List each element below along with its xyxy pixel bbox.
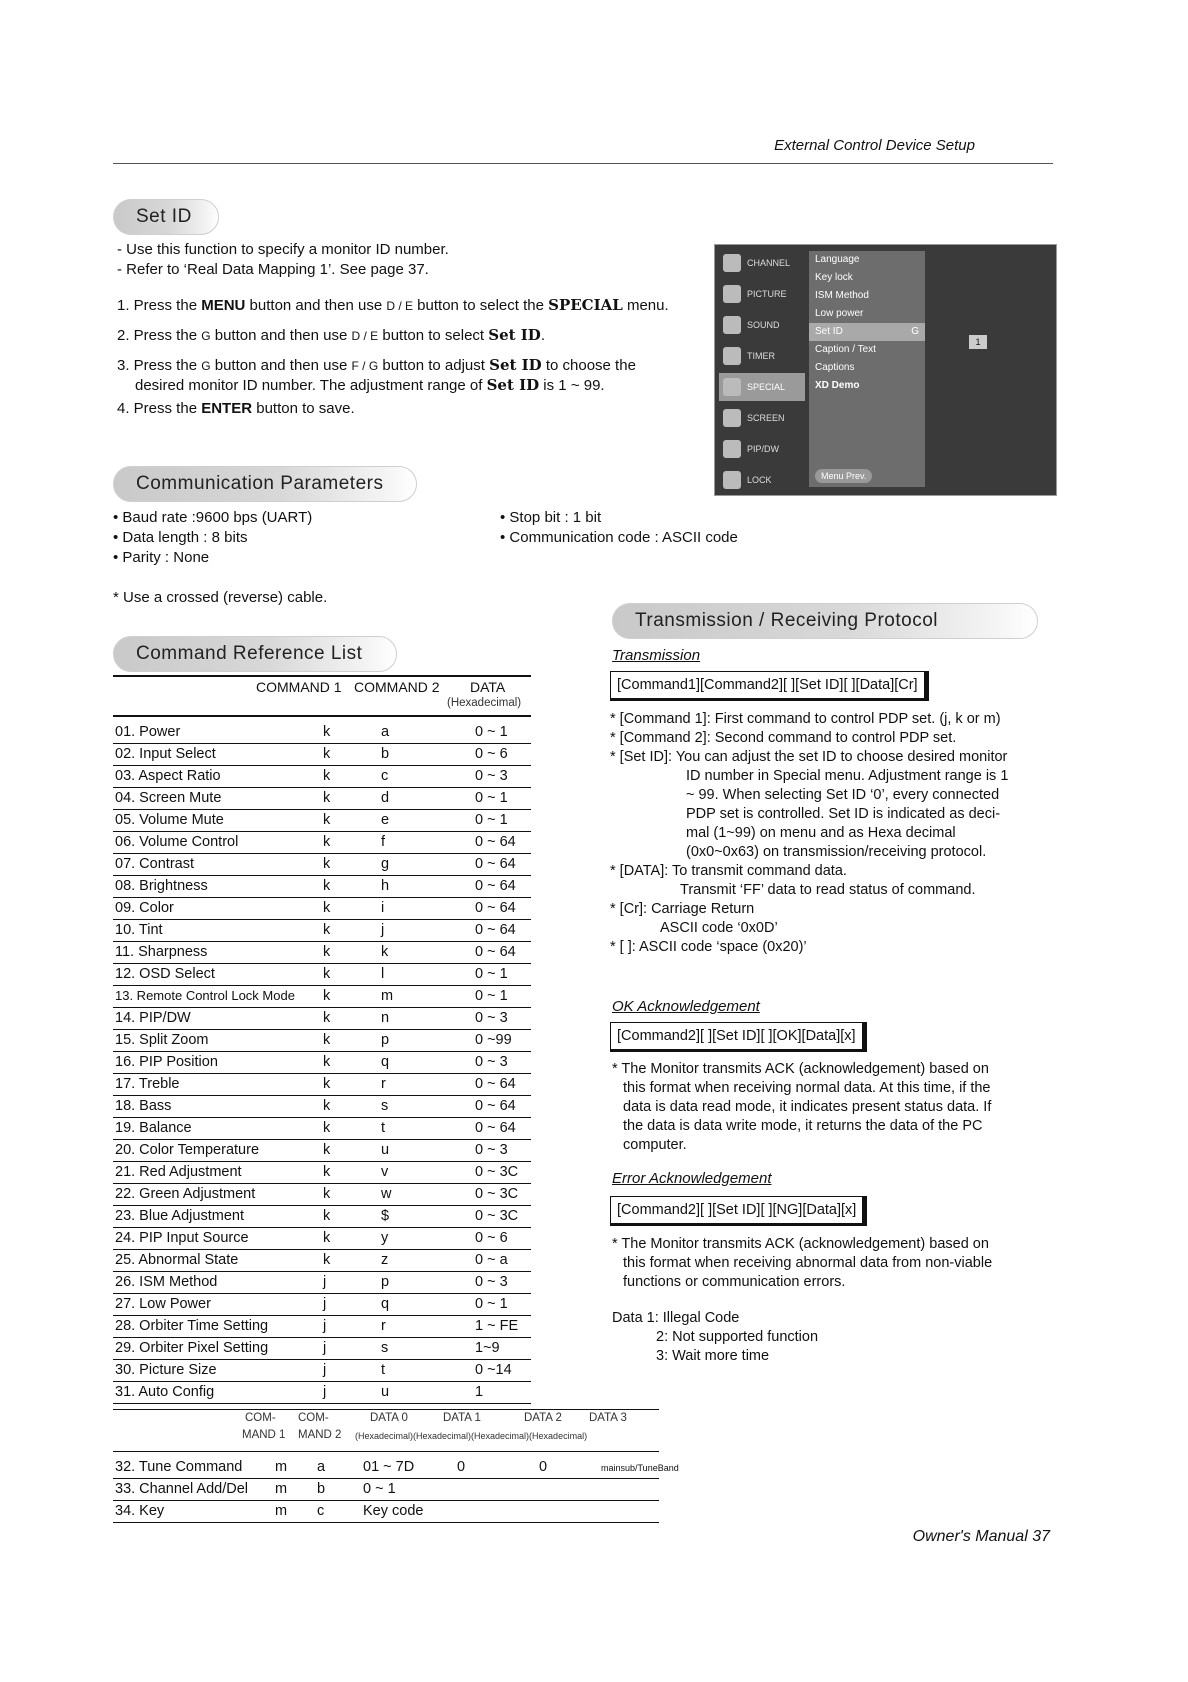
tv-menu-item: Caption / Text bbox=[815, 344, 876, 355]
table-row bbox=[113, 919, 531, 942]
note-line: data is data read mode, it indicates present status data. If bbox=[623, 1099, 992, 1115]
function-name: 28. Orbiter Time Setting bbox=[115, 1318, 269, 1334]
transmission-subheading: Transmission bbox=[612, 647, 701, 664]
table-row bbox=[113, 1117, 531, 1140]
function-name: 15. Split Zoom bbox=[115, 1032, 209, 1048]
command1: j bbox=[323, 1384, 327, 1400]
screen-icon bbox=[723, 409, 741, 427]
command1: k bbox=[323, 1098, 331, 1114]
command2: h bbox=[381, 878, 390, 894]
data-range: 0 ~ 1 bbox=[475, 988, 508, 1004]
col2-header: DATA 0 bbox=[370, 1412, 408, 1424]
note-line: * [Set ID]: You can adjust the set ID to choose desired monitor bbox=[610, 749, 1008, 765]
command2: u bbox=[381, 1142, 390, 1158]
data-range: 1 ~ FE bbox=[475, 1318, 519, 1334]
data-range: 0 ~ 3C bbox=[475, 1186, 519, 1202]
data-range: 0 ~ 64 bbox=[475, 922, 516, 938]
tv-side-item: SCREEN bbox=[719, 404, 805, 432]
command1: k bbox=[323, 900, 331, 916]
command2: c bbox=[381, 768, 389, 784]
function-name: 20. Color Temperature bbox=[115, 1142, 260, 1158]
cell: 01 ~ 7D bbox=[363, 1459, 415, 1475]
col2-header: MAND 2 bbox=[298, 1429, 342, 1441]
comm-heading: Communication Parameters bbox=[113, 466, 417, 502]
command1: k bbox=[323, 812, 331, 828]
cell: m bbox=[275, 1459, 288, 1475]
function-name: 30. Picture Size bbox=[115, 1362, 217, 1378]
col2-header: MAND 1 bbox=[242, 1429, 286, 1441]
data-range: 0 ~ 64 bbox=[475, 834, 516, 850]
function-name: 17. Treble bbox=[115, 1076, 180, 1092]
tv-set-id-value: 1 bbox=[969, 335, 987, 349]
data-range: 0 ~ 64 bbox=[475, 1076, 516, 1092]
command2: a bbox=[381, 724, 390, 740]
tv-menu-screenshot bbox=[714, 244, 1057, 496]
command2: f bbox=[381, 834, 386, 850]
special-icon bbox=[723, 378, 741, 396]
data-range: 0 ~ 1 bbox=[475, 966, 508, 982]
command1: k bbox=[323, 1032, 331, 1048]
command2: t bbox=[381, 1120, 386, 1136]
table-row bbox=[113, 875, 531, 898]
cell: Key code bbox=[363, 1503, 424, 1519]
table-row bbox=[113, 1029, 531, 1052]
command2: z bbox=[381, 1252, 389, 1268]
command1: k bbox=[323, 1230, 331, 1246]
col-header-hex: (Hexadecimal) bbox=[447, 697, 522, 709]
cell: 0 bbox=[539, 1459, 548, 1475]
set-id-bullets bbox=[117, 240, 449, 280]
table-row bbox=[113, 765, 531, 788]
command2: b bbox=[381, 746, 390, 762]
protocol-heading: Transmission / Receiving Protocol bbox=[612, 603, 1038, 639]
note-line: the data is data write mode, it returns the data of the PC bbox=[623, 1118, 983, 1134]
tv-side-item-selected: SPECIAL bbox=[719, 373, 805, 401]
data-range: 0 ~99 bbox=[475, 1032, 512, 1048]
table-row bbox=[113, 721, 531, 744]
note-line: * The Monitor transmits ACK (acknowledgement) based on bbox=[612, 1236, 989, 1252]
data-range: 0 ~ 3 bbox=[475, 1010, 508, 1026]
command2: i bbox=[381, 900, 385, 916]
function-name: 10. Tint bbox=[115, 922, 163, 938]
table-row bbox=[113, 831, 531, 854]
col2-header: COM- bbox=[298, 1412, 329, 1424]
table-row bbox=[113, 1205, 531, 1228]
command2: m bbox=[381, 988, 394, 1004]
command2: r bbox=[381, 1318, 386, 1334]
command1: k bbox=[323, 922, 331, 938]
tv-menu-item: Language bbox=[815, 254, 860, 265]
cell: m bbox=[275, 1503, 288, 1519]
command1: k bbox=[323, 944, 331, 960]
command2: s bbox=[381, 1340, 389, 1356]
lock-icon bbox=[723, 471, 741, 489]
command2: d bbox=[381, 790, 390, 806]
data-range: 0 ~14 bbox=[475, 1362, 512, 1378]
note-line: functions or communication errors. bbox=[623, 1274, 846, 1290]
note-line: * [ ]: ASCII code ‘space (0x20)’ bbox=[610, 939, 807, 955]
note-line: * [Command 1]: First command to control PDP set. (j, k or m) bbox=[610, 711, 1001, 727]
error-code: 2: Not supported function bbox=[656, 1329, 819, 1345]
command2: n bbox=[381, 1010, 390, 1026]
page-footer: Owner's Manual 37 bbox=[912, 1528, 1050, 1545]
table-row bbox=[113, 1183, 531, 1206]
table-row bbox=[113, 1381, 531, 1404]
function-name: 04. Screen Mute bbox=[115, 790, 222, 806]
set-id-heading: Set ID bbox=[113, 199, 219, 235]
error-code: 3: Wait more time bbox=[656, 1348, 770, 1364]
cell: c bbox=[317, 1503, 325, 1519]
step-3-cont: desired monitor ID number. The adjustment range of Set ID is 1 ~ 99. bbox=[135, 376, 605, 394]
set-id-bullet: - Refer to ‘Real Data Mapping 1’. See page 37. bbox=[117, 261, 429, 278]
table-row bbox=[113, 1249, 531, 1272]
col2-header-hex: (Hexadecimal)(Hexadecimal)(Hexadecimal)(Hexadecimal) bbox=[355, 1431, 588, 1441]
col2-header: COM- bbox=[245, 1412, 276, 1424]
cable-note: * Use a crossed (reverse) cable. bbox=[113, 589, 328, 606]
function-name: 03. Aspect Ratio bbox=[115, 768, 221, 784]
command1: k bbox=[323, 988, 331, 1004]
function-name: 18. Bass bbox=[115, 1098, 172, 1114]
data-range: 0 ~ 64 bbox=[475, 1098, 516, 1114]
table-row bbox=[113, 941, 531, 964]
note-line: * [Cr]: Carriage Return bbox=[610, 901, 755, 917]
function-name: 31. Auto Config bbox=[115, 1384, 215, 1400]
command2: t bbox=[381, 1362, 386, 1378]
tv-special-menu bbox=[809, 251, 925, 487]
cell: mainsub/TuneBand bbox=[601, 1463, 679, 1473]
step-2: 2. Press the G button and then use D / E button to select Set ID. bbox=[117, 326, 545, 344]
transmission-format: [Command1][Command2][ ][Set ID][ ][Data][Cr] bbox=[610, 671, 929, 701]
function-name: 23. Blue Adjustment bbox=[115, 1208, 244, 1224]
set-id-bullet: - Use this function to specify a monitor ID number. bbox=[117, 241, 449, 258]
command2: v bbox=[381, 1164, 389, 1180]
data-range: 0 ~ 64 bbox=[475, 944, 516, 960]
error-ack-notes bbox=[612, 1235, 1052, 1292]
tv-side-menu bbox=[719, 249, 805, 497]
table-row bbox=[113, 1337, 531, 1360]
data-range: 0 ~ 1 bbox=[475, 1296, 508, 1312]
table-header-rule bbox=[113, 715, 531, 717]
function-name: 26. ISM Method bbox=[115, 1274, 218, 1290]
function-name: 13. Remote Control Lock Mode bbox=[115, 988, 295, 1003]
table-row bbox=[113, 743, 531, 766]
error-ack-subheading: Error Acknowledgement bbox=[612, 1170, 772, 1187]
command1: k bbox=[323, 966, 331, 982]
table-row bbox=[113, 787, 531, 810]
data-range: 0 ~ 3 bbox=[475, 768, 508, 784]
sound-icon bbox=[723, 316, 741, 334]
note-line: this format when receiving abnormal data from non-viable bbox=[623, 1255, 993, 1271]
command2: w bbox=[381, 1186, 392, 1202]
comm-param: • Communication code : ASCII code bbox=[500, 529, 738, 546]
function-name: 02. Input Select bbox=[115, 746, 216, 762]
data-range: 0 ~ 64 bbox=[475, 878, 516, 894]
command2: r bbox=[381, 1076, 386, 1092]
data-range: 0 ~ 3C bbox=[475, 1164, 519, 1180]
table-row bbox=[113, 1227, 531, 1250]
note-line: mal (1~99) on menu and as Hexa decimal bbox=[686, 825, 956, 841]
table-row bbox=[113, 1315, 531, 1338]
command2: l bbox=[381, 966, 385, 982]
cell: m bbox=[275, 1481, 288, 1497]
tv-menu-item: XD Demo bbox=[815, 380, 860, 391]
note-line: PDP set is controlled. Set ID is indicated as deci- bbox=[686, 806, 1001, 822]
table-row bbox=[113, 809, 531, 832]
function-name: 16. PIP Position bbox=[115, 1054, 218, 1070]
comm-right bbox=[500, 508, 738, 548]
comm-param: • Data length : 8 bits bbox=[113, 529, 248, 546]
step-3: 3. Press the G button and then use F / G button to adjust Set ID to choose the bbox=[117, 356, 636, 374]
table-row bbox=[113, 963, 531, 986]
data-range: 0 ~ 3 bbox=[475, 1274, 508, 1290]
command1: j bbox=[323, 1340, 327, 1356]
command1: j bbox=[323, 1274, 327, 1290]
note-line: (0x0~0x63) on transmission/receiving protocol. bbox=[686, 844, 987, 860]
data-range: 1 bbox=[475, 1384, 484, 1400]
step-1: 1. Press the MENU button and then use D / E button to select the SPECIAL menu. bbox=[117, 296, 669, 314]
comm-left bbox=[113, 508, 312, 568]
function-name: 14. PIP/DW bbox=[115, 1010, 191, 1026]
ok-ack-notes bbox=[612, 1060, 1052, 1155]
tv-menu-item: ISM Method bbox=[815, 290, 869, 301]
ok-ack-subheading: OK Acknowledgement bbox=[612, 998, 760, 1015]
table-row bbox=[113, 1271, 531, 1294]
col2-header: DATA 2 bbox=[524, 1412, 562, 1424]
cell: a bbox=[317, 1459, 326, 1475]
col2-header: DATA 1 bbox=[443, 1412, 481, 1424]
function-name: 24. PIP Input Source bbox=[115, 1230, 249, 1246]
command2: p bbox=[381, 1274, 390, 1290]
function-name: 06. Volume Control bbox=[115, 834, 239, 850]
picture-icon bbox=[723, 285, 741, 303]
table-row bbox=[113, 1007, 531, 1030]
tv-menu-item: Captions bbox=[815, 362, 855, 373]
ok-ack-format: [Command2][ ][Set ID][ ][OK][Data][x] bbox=[610, 1022, 867, 1052]
tv-side-item: CHANNEL bbox=[719, 249, 805, 277]
table-row bbox=[113, 1095, 531, 1118]
command1: k bbox=[323, 1076, 331, 1092]
comm-param: • Stop bit : 1 bit bbox=[500, 509, 602, 526]
function-name: 27. Low Power bbox=[115, 1296, 211, 1312]
command2: s bbox=[381, 1098, 389, 1114]
table-row bbox=[113, 897, 531, 920]
command2: $ bbox=[381, 1208, 390, 1224]
set-id-steps bbox=[117, 296, 712, 418]
data-range: 0 ~ 3 bbox=[475, 1142, 508, 1158]
table2-header-rule bbox=[113, 1451, 659, 1452]
data-range: 0 ~ 1 bbox=[475, 724, 508, 740]
function-name: 11. Sharpness bbox=[115, 944, 208, 960]
tv-menu-item-selected: Set ID G bbox=[809, 323, 925, 341]
data-range: 0 ~ 64 bbox=[475, 1120, 516, 1136]
table-top-rule bbox=[113, 675, 531, 677]
command2: g bbox=[381, 856, 390, 872]
table-row bbox=[113, 1478, 659, 1501]
table-row bbox=[113, 985, 531, 1008]
function-name: 22. Green Adjustment bbox=[115, 1186, 256, 1202]
function-name: 07. Contrast bbox=[115, 856, 194, 872]
cell: b bbox=[317, 1481, 326, 1497]
note-line: ASCII code ‘0x0D’ bbox=[660, 920, 778, 936]
command2: j bbox=[381, 922, 385, 938]
tv-menu-item: Key lock bbox=[815, 272, 853, 283]
command1: k bbox=[323, 878, 331, 894]
command1: k bbox=[323, 1054, 331, 1070]
command2: e bbox=[381, 812, 390, 828]
table-row bbox=[113, 1139, 531, 1162]
command1: j bbox=[323, 1362, 327, 1378]
header-title: External Control Device Setup bbox=[774, 137, 975, 154]
data-range: 0 ~ 6 bbox=[475, 1230, 508, 1246]
note-line: ID number in Special menu. Adjustment range is 1 bbox=[686, 768, 1009, 784]
function-name: 19. Balance bbox=[115, 1120, 192, 1136]
step-4: 4. Press the ENTER button to save. bbox=[117, 400, 355, 417]
command2: q bbox=[381, 1296, 390, 1312]
data-range: 0 ~ 1 bbox=[475, 812, 508, 828]
note-line: this format when receiving normal data. At this time, if the bbox=[623, 1080, 991, 1096]
command1: k bbox=[323, 768, 331, 784]
data-range: 0 ~ a bbox=[475, 1252, 508, 1268]
tv-side-item: LOCK bbox=[719, 466, 805, 494]
tv-side-item: TIMER bbox=[719, 342, 805, 370]
command2: y bbox=[381, 1230, 389, 1246]
cmdref-heading: Command Reference List bbox=[113, 636, 397, 672]
command1: k bbox=[323, 1186, 331, 1202]
data-range: 0 ~ 3C bbox=[475, 1208, 519, 1224]
transmission-notes bbox=[610, 710, 1050, 957]
function-name: 05. Volume Mute bbox=[115, 812, 224, 828]
table-row bbox=[113, 1073, 531, 1096]
function-name: 09. Color bbox=[115, 900, 174, 916]
table-row bbox=[113, 1359, 531, 1382]
tv-side-item: PICTURE bbox=[719, 280, 805, 308]
note-line: * [DATA]: To transmit command data. bbox=[610, 863, 847, 879]
command1: k bbox=[323, 1142, 331, 1158]
table-row bbox=[113, 1500, 659, 1523]
table-row bbox=[113, 1456, 679, 1479]
col-header-command2: COMMAND 2 bbox=[354, 679, 440, 695]
command1: k bbox=[323, 1252, 331, 1268]
command1: k bbox=[323, 1120, 331, 1136]
error-ack-format: [Command2][ ][Set ID][ ][NG][Data][x] bbox=[610, 1196, 867, 1226]
cell: 32. Tune Command bbox=[115, 1459, 243, 1475]
function-name: 12. OSD Select bbox=[115, 966, 215, 982]
command1: k bbox=[323, 746, 331, 762]
command2: p bbox=[381, 1032, 390, 1048]
data-range: 0 ~ 6 bbox=[475, 746, 508, 762]
note-line: ~ 99. When selecting Set ID ‘0’, every connected bbox=[686, 787, 1000, 803]
col-header-command1: COMMAND 1 bbox=[256, 679, 342, 695]
function-name: 25. Abnormal State bbox=[115, 1252, 239, 1268]
data-range: 0 ~ 1 bbox=[475, 790, 508, 806]
cell: 33. Channel Add/Del bbox=[115, 1481, 249, 1497]
table-row bbox=[113, 1051, 531, 1074]
data-range: 0 ~ 64 bbox=[475, 856, 516, 872]
table-row bbox=[113, 853, 531, 876]
command1: k bbox=[323, 834, 331, 850]
error-code: Data 1: Illegal Code bbox=[612, 1310, 740, 1326]
command1: k bbox=[323, 1208, 331, 1224]
pip-icon bbox=[723, 440, 741, 458]
command2: k bbox=[381, 944, 389, 960]
command2: q bbox=[381, 1054, 390, 1070]
command1: k bbox=[323, 856, 331, 872]
comm-param: • Baud rate :9600 bps (UART) bbox=[113, 509, 313, 526]
header-rule bbox=[113, 163, 1053, 164]
col2-header: DATA 3 bbox=[589, 1412, 627, 1424]
tv-menu-footer: Menu Prev. bbox=[815, 469, 872, 483]
table-row bbox=[113, 1293, 531, 1316]
tv-side-item: SOUND bbox=[719, 311, 805, 339]
comm-param: • Parity : None bbox=[113, 549, 210, 566]
function-name: 08. Brightness bbox=[115, 878, 208, 894]
cell: 0 bbox=[457, 1459, 466, 1475]
tv-side-item: PIP/DW bbox=[719, 435, 805, 463]
command1: k bbox=[323, 1010, 331, 1026]
note-line: * The Monitor transmits ACK (acknowledgement) based on bbox=[612, 1061, 989, 1077]
timer-icon bbox=[723, 347, 741, 365]
data-range: 1~9 bbox=[475, 1340, 500, 1356]
error-codes bbox=[612, 1309, 818, 1366]
function-name: 29. Orbiter Pixel Setting bbox=[115, 1340, 269, 1356]
col-header-data: DATA bbox=[470, 679, 506, 695]
command2: u bbox=[381, 1384, 390, 1400]
note-line: computer. bbox=[623, 1137, 687, 1153]
data-range: 0 ~ 3 bbox=[475, 1054, 508, 1070]
command1: j bbox=[323, 1318, 327, 1334]
cell: 34. Key bbox=[115, 1503, 165, 1519]
cell: 0 ~ 1 bbox=[363, 1481, 396, 1497]
command1: k bbox=[323, 724, 331, 740]
command1: j bbox=[323, 1296, 327, 1312]
table-row bbox=[113, 1161, 531, 1184]
function-name: 21. Red Adjustment bbox=[115, 1164, 242, 1180]
function-name: 01. Power bbox=[115, 724, 181, 740]
command1: k bbox=[323, 1164, 331, 1180]
data-range: 0 ~ 64 bbox=[475, 900, 516, 916]
table2-top-rule bbox=[113, 1409, 659, 1410]
note-line: * [Command 2]: Second command to control PDP set. bbox=[610, 730, 957, 746]
channel-icon bbox=[723, 254, 741, 272]
note-line: Transmit ‘FF’ data to read status of command. bbox=[680, 882, 976, 898]
tv-menu-item: Low power bbox=[815, 308, 864, 319]
command1: k bbox=[323, 790, 331, 806]
